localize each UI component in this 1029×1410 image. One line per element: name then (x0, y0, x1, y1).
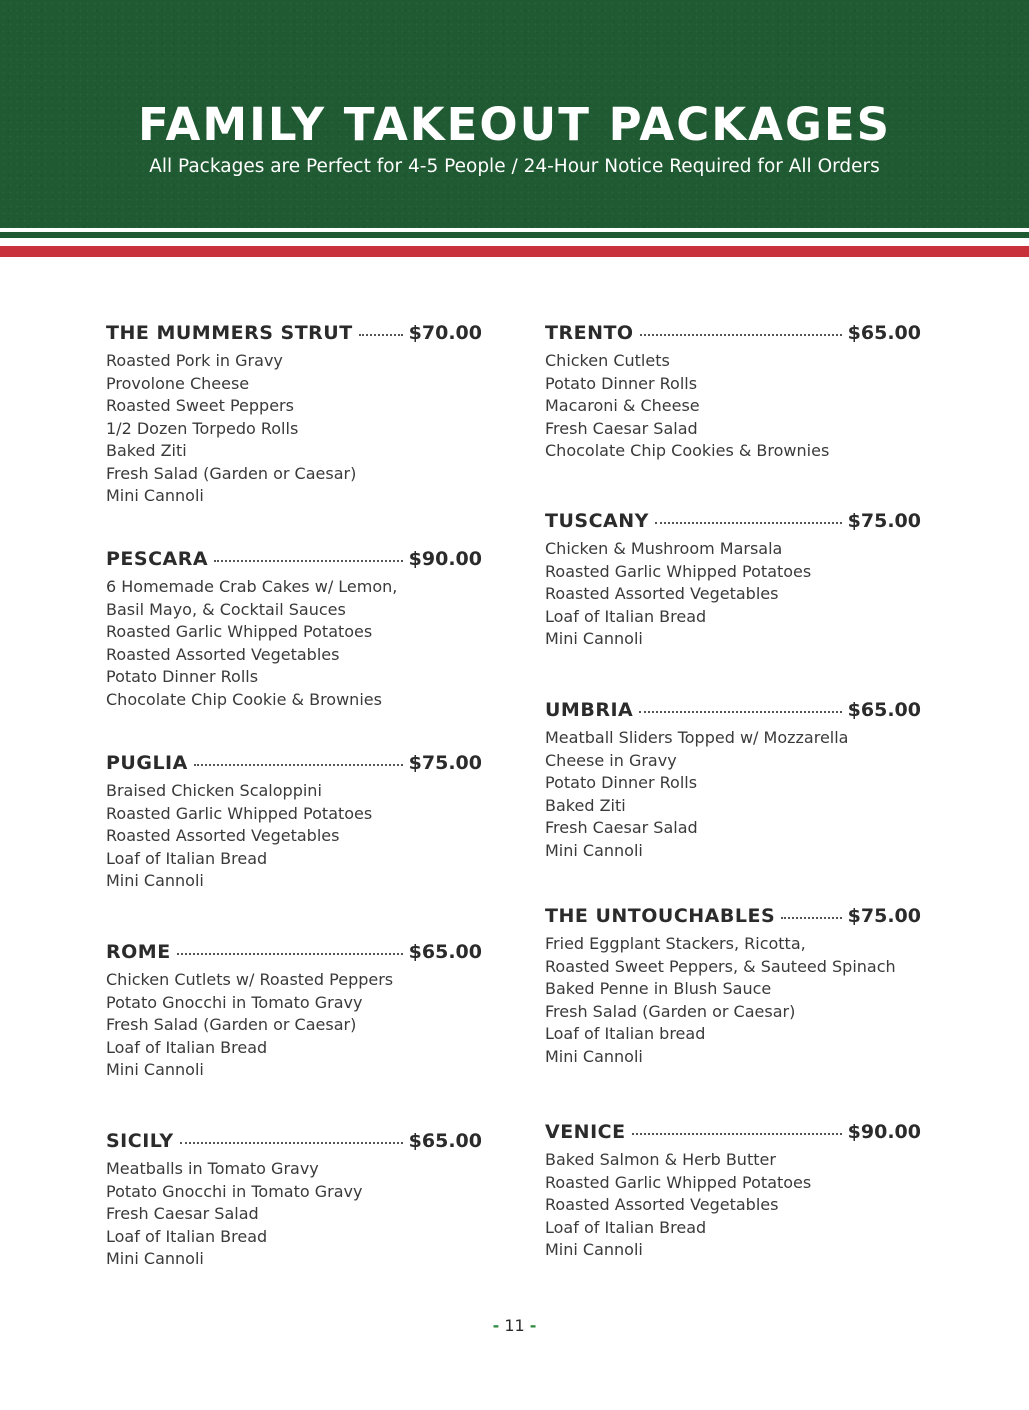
package-item: Potato Dinner Rolls (545, 773, 698, 792)
red-stripe (0, 246, 1029, 257)
package-item: Roasted Assorted Vegetables (545, 1195, 779, 1214)
package-items (106, 780, 482, 893)
package-item: Baked Ziti (545, 795, 626, 815)
package-item: Potato Dinner Rolls (106, 667, 259, 686)
package-umbria (545, 699, 921, 862)
package-trento (545, 322, 921, 463)
package-header (106, 752, 482, 778)
package-items (106, 350, 482, 508)
page-number (0, 1316, 1029, 1335)
package-item: Cheese in Gravy (545, 750, 677, 770)
package-item: Meatball Sliders Topped w/ Mozzarella (545, 728, 849, 747)
package-item: Chicken Cutlets (545, 351, 670, 370)
package-item: Fresh Salad (Garden or Caesar) (106, 463, 357, 483)
package-item: Loaf of Italian Bread (545, 606, 707, 626)
package-item: Fried Eggplant Stackers, Ricotta, (545, 934, 806, 953)
package-item: 1/2 Dozen Torpedo Rolls (106, 418, 299, 438)
package-item: Roasted Sweet Peppers, & Sauteed Spinach (545, 956, 896, 976)
package-price: $75.00 (408, 752, 482, 774)
package-price: $70.00 (408, 322, 482, 344)
package-price: $65.00 (847, 322, 921, 344)
package-item: Chocolate Chip Cookies & Brownies (545, 441, 830, 460)
package-header (106, 322, 482, 348)
package-header (106, 1130, 482, 1156)
package-item: Roasted Garlic Whipped Potatoes (106, 622, 373, 641)
header-banner (0, 0, 1029, 228)
package-header (545, 699, 921, 725)
package-price: $75.00 (847, 510, 921, 532)
package-price: $75.00 (847, 905, 921, 927)
package-price: $65.00 (847, 699, 921, 721)
package-header (545, 1121, 921, 1147)
package-name: UMBRIA (545, 699, 634, 721)
package-item: Loaf of Italian Bread (106, 848, 268, 868)
package-item: Braised Chicken Scaloppini (106, 781, 322, 800)
package-name: VENICE (545, 1121, 626, 1143)
package-header (106, 941, 482, 967)
package-mummers-strut (106, 322, 482, 508)
package-item: Baked Ziti (106, 441, 187, 460)
package-item: Roasted Sweet Peppers (106, 396, 294, 415)
package-item: Mini Cannoli (106, 486, 204, 505)
package-item: Loaf of Italian Bread (106, 1226, 268, 1246)
package-header (545, 905, 921, 931)
package-pescara (106, 548, 482, 711)
package-items (106, 576, 482, 711)
package-item: Chicken Cutlets w/ Roasted Peppers (106, 970, 394, 989)
package-item: Loaf of Italian bread (545, 1024, 706, 1043)
package-price: $90.00 (847, 1121, 921, 1143)
page-number-dash: - (529, 1316, 537, 1335)
package-item: Fresh Caesar Salad (106, 1204, 259, 1223)
package-item: Mini Cannoli (545, 840, 643, 860)
package-header (545, 322, 921, 348)
package-name: THE UNTOUCHABLES (545, 905, 776, 927)
package-item: Chocolate Chip Cookie & Brownies (106, 689, 382, 709)
package-item: Loaf of Italian Bread (545, 1217, 707, 1237)
package-header (106, 548, 482, 574)
package-item: Baked Penne in Blush Sauce (545, 979, 772, 998)
package-header (545, 510, 921, 536)
package-untouchables (545, 905, 921, 1068)
package-item: Roasted Garlic Whipped Potatoes (106, 803, 373, 823)
page-title: FAMILY TAKEOUT PACKAGES (137, 98, 892, 151)
package-items (545, 350, 921, 463)
package-item: Roasted Assorted Vegetables (545, 584, 779, 603)
package-item: Mini Cannoli (545, 1240, 643, 1259)
package-items (545, 933, 921, 1068)
package-item: Mini Cannoli (106, 1249, 204, 1268)
dot-leader (640, 334, 842, 336)
package-item: Mini Cannoli (106, 871, 204, 890)
package-items (545, 1149, 921, 1262)
package-item: Fresh Caesar Salad (545, 418, 698, 438)
package-price: $65.00 (408, 941, 482, 963)
page-number-dash: - (492, 1316, 500, 1335)
dot-leader (655, 522, 842, 524)
dot-leader (781, 917, 842, 919)
package-item: Roasted Garlic Whipped Potatoes (545, 561, 812, 581)
package-item: Baked Salmon & Herb Butter (545, 1150, 776, 1169)
package-item: Macaroni & Cheese (545, 396, 700, 415)
dot-leader (632, 1133, 842, 1135)
package-item: Potato Gnocchi in Tomato Gravy (106, 992, 363, 1012)
package-item: 6 Homemade Crab Cakes w/ Lemon, (106, 577, 398, 596)
package-item: Basil Mayo, & Cocktail Sauces (106, 599, 346, 619)
package-name: TRENTO (545, 322, 634, 344)
package-item: Potato Dinner Rolls (545, 373, 698, 393)
package-item: Potato Gnocchi in Tomato Gravy (106, 1181, 363, 1201)
package-item: Fresh Salad (Garden or Caesar) (545, 1001, 796, 1021)
package-price: $65.00 (408, 1130, 482, 1152)
package-item: Fresh Caesar Salad (545, 818, 698, 837)
package-name: ROME (106, 941, 171, 963)
package-item: Roasted Assorted Vegetables (106, 644, 340, 664)
package-items (545, 538, 921, 651)
package-name: SICILY (106, 1130, 174, 1152)
package-item: Provolone Cheese (106, 373, 250, 393)
dot-leader (180, 1142, 403, 1144)
package-venice (545, 1121, 921, 1262)
package-item: Mini Cannoli (545, 1046, 643, 1066)
package-rome (106, 941, 482, 1082)
page-subtitle: All Packages are Perfect for 4-5 People / 24-Hour Notice Required for All Orders (149, 156, 880, 177)
package-puglia (106, 752, 482, 893)
dot-leader (194, 764, 403, 766)
package-name: THE MUMMERS STRUT (106, 322, 353, 344)
package-items (106, 1158, 482, 1271)
package-item: Chicken & Mushroom Marsala (545, 539, 783, 558)
package-item: Roasted Assorted Vegetables (106, 826, 340, 845)
package-item: Meatballs in Tomato Gravy (106, 1159, 319, 1178)
package-items (545, 727, 921, 862)
package-name: PUGLIA (106, 752, 188, 774)
dot-leader (177, 953, 403, 955)
package-sicily (106, 1130, 482, 1271)
dot-leader (359, 334, 403, 336)
package-name: PESCARA (106, 548, 209, 570)
dot-leader (639, 711, 841, 713)
package-tuscany (545, 510, 921, 651)
package-items (106, 969, 482, 1082)
package-item: Fresh Salad (Garden or Caesar) (106, 1015, 357, 1034)
package-item: Mini Cannoli (106, 1060, 204, 1079)
package-item: Mini Cannoli (545, 629, 643, 648)
dot-leader (214, 560, 403, 562)
package-item: Loaf of Italian Bread (106, 1037, 268, 1057)
package-name: TUSCANY (545, 510, 649, 532)
package-price: $90.00 (408, 548, 482, 570)
package-item: Roasted Pork in Gravy (106, 351, 283, 370)
page-number-value: 11 (504, 1316, 525, 1335)
green-stripe (0, 232, 1029, 238)
package-item: Roasted Garlic Whipped Potatoes (545, 1172, 812, 1192)
